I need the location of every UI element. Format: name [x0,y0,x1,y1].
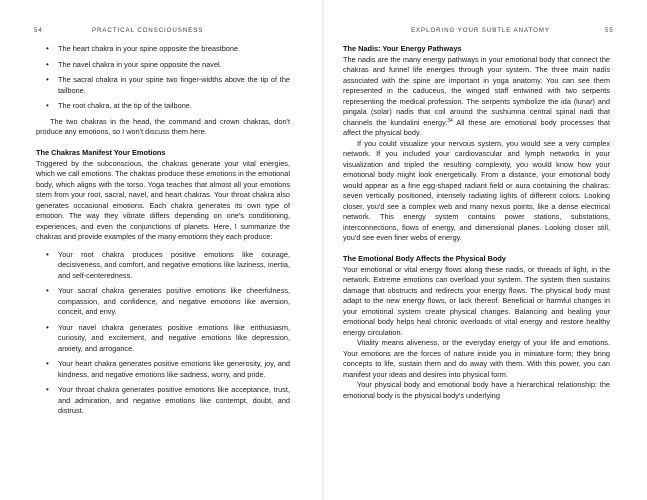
section-heading: The Emotional Body Affects the Physical Body [343,254,506,263]
left-page [0,0,323,500]
chakra-emotion-item: • Your root chakra produces positive emotions like courage, decisiveness, and comfort, and negative emotions like laziness, inertia, and self-centeredness. [36,250,290,282]
body-paragraph: Your physical body and emotional body have a hierarchical relationship: the emotional body is the physical body's underlying [343,380,610,400]
paragraph-text: All these are emotional body processes that affect the physical body. [343,117,610,137]
body-paragraph: Vitality means aliveness, or the everyday energy of your life and emotions. Your emotions are the forces of nature inside you in miniature form; they bring concepts to life, sustain them and do away with them. With this power, you can manifest your ideas and desires into physical form. [343,338,610,379]
page-number: 55 [605,27,614,34]
chakra-emotion-item: • Your heart chakra generates positive emotions like generosity, joy, and kindness, and negative emotions like sadness, worry, and pride. [36,359,290,380]
chakra-location-item: • The heart chakra in your spine opposite the breastbone. [36,44,290,55]
chakra-location-list [36,44,290,112]
left-page-body [36,44,290,422]
chakra-emotion-item: • Your throat chakra generates positive emotions like acceptance, trust, and admiration, and negative emotions like contempt, doubt, and distrust. [36,385,290,417]
body-paragraph: Your emotional or vital energy flows along these nadis, or threads of light, in the network. Extreme emotions can overload your system. The system then sustains damage that obstructs and redirects your energy flows. The physical body must adapt to the new energy flows, or lack thereof. Beneficial or harmful changes in your emotional system create physical changes. Balancing and healing your emotional body helps heal chronic overloads of vital energy and restore healthy energy circulation. [343,264,610,337]
footnote-reference[interactable]: 34 [447,117,453,124]
section-heading: The Chakras Manifest Your Emotions [36,148,166,157]
chakra-emotion-item: • Your sacral chakra generates positive emotions like cheerfulness, compassion, and confidence, and negative emotions like aversion, conceit, and envy. [36,286,290,318]
chakra-location-item: • The root chakra, at the tip of the tailbone. [36,101,290,112]
body-paragraph: Triggered by the subconscious, the chakras generate your vital energies, which we call emotions. The chakras produce these emotions in the emotional body, which aligns with the torso. Yoga teaches that almost all your emotions stem from your root, sacral, navel, and heart chakras. Your throat chakra also generates occasional emotions. Each chakra generates its own type of emotion. The way they vibrate differs depending on one's conditioning, experiences, and even the conjunctions of planets. Here, I summarize the chakras and provide examples of the many emotions they each produce: [36,158,290,241]
right-page-body [343,44,610,401]
body-paragraph [343,55,610,139]
chakra-emotion-item: • Your navel chakra generates positive emotions like enthusiasm, curiosity, and excitement, and negative emotions like depression, anxiety, and arrogance. [36,323,290,355]
paragraph-text: The nadis are the many energy pathways in your emotional body that connect the chakras and funnel life energies through your system. The three main nadis associated with the spine are important in yoga anatomy. You can see them represented in the caduceus, the winged staff entwined with two serpents representing the medical profession. The serpents symbolize the ida (lunar) and pingala (solar) nadis that coil around the sushumna central spinal nadi that channels the kundalini energy. [343,54,610,127]
chakra-location-item: • The navel chakra in your spine opposite the navel. [36,60,290,71]
running-head: EXPLORING YOUR SUBTLE ANATOMY [411,27,550,34]
body-paragraph: If you could visualize your nervous system, you would see a very complex network. If you included your cardiovascular and lymph networks in your visualization and tripled the resulting complexity, you would know how your emotional body might look energetically. From a distance, your emotional body would appear as a fine egg-shaped radiant field or aura containing the chakras: seven vertically positioned, intensely radiating lights of different colors. Looking closer, you'd see a complex web and many nexus points, like a dense electrical network. This energy system contains power stations, substations, interconnections, flows of energy, and dimensional planes. Looking closer still, you'd see even finer webs of energy. [343,138,610,242]
right-page [323,0,647,500]
section-heading: The Nadis: Your Energy Pathways [343,44,462,53]
chakra-location-item: • The sacral chakra in your spine two finger-widths above the tip of the tailbone. [36,75,290,96]
running-head: PRACTICAL CONSCIOUSNESS [92,27,204,34]
chakra-emotion-list [36,250,290,417]
page-number: 54 [34,27,43,34]
body-paragraph: The two chakras in the head, the command and crown chakras, don't produce any emotions, so I won't discuss them here. [36,116,290,136]
